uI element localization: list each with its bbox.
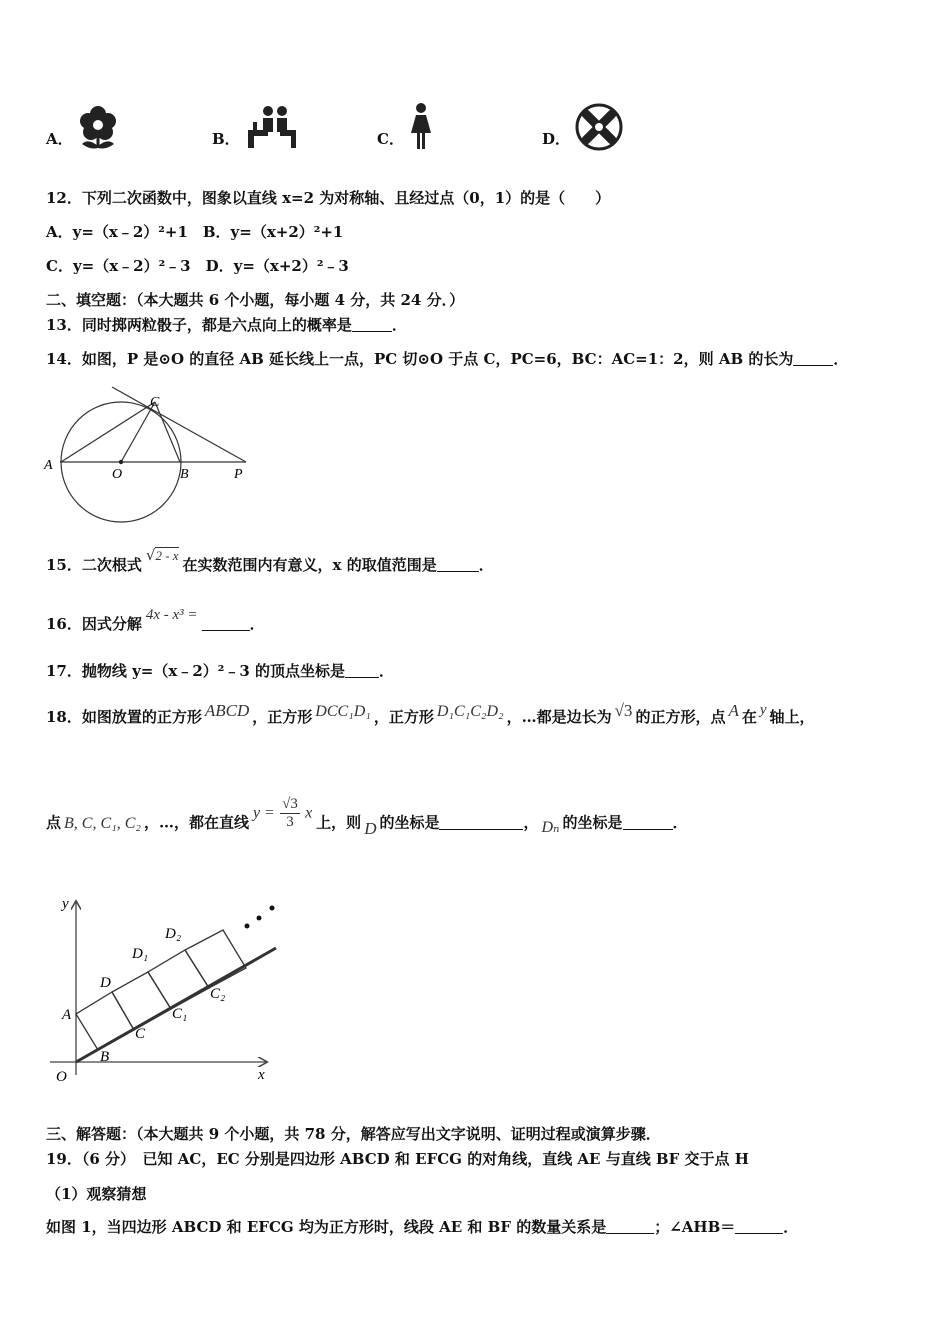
question-13 [46, 314, 407, 335]
question-15-pre: 15．二次根式 [46, 556, 142, 574]
label-b: B [100, 1049, 110, 1065]
text: 的正方形，点 [635, 708, 726, 726]
square-dcc1d1 [112, 972, 171, 1030]
text: 如图 1，当四边形 ABCD 和 EFCG 均为正方形时，线段 AE 和 BF 的数量关系是 [46, 1218, 607, 1236]
question-15 [46, 546, 494, 575]
label-d1: D₁ [132, 946, 149, 962]
option-label: B． [212, 130, 240, 148]
fraction [280, 796, 300, 831]
text: ，正方形 [252, 708, 313, 726]
text: ，…都是边长为 [506, 708, 612, 726]
point-dn: Dₙ [541, 818, 560, 836]
label-c2: C₂ [210, 986, 226, 1002]
option-b [212, 128, 240, 149]
label-p: P [234, 467, 243, 482]
text: 轴上， [769, 708, 815, 726]
period: ． [391, 316, 407, 334]
answer-blank[interactable] [437, 557, 479, 572]
figure-18-squares-on-line [44, 890, 284, 1090]
text: 上，则 [316, 813, 362, 832]
text: 18．如图放置的正方形 [46, 708, 202, 726]
text: ，正方形 [373, 708, 434, 726]
axis-y: y [759, 702, 767, 718]
denominator: 3 [286, 814, 294, 830]
text: 在 [741, 708, 757, 726]
question-16 [46, 607, 265, 634]
question-12-stem: 12．下列二次函数中，图象以直线 x=2 为对称轴、且经过点（0，1）的是（ ） [46, 189, 611, 207]
answer-blank[interactable] [202, 616, 250, 631]
period: ． [833, 350, 849, 368]
question-14-text: 14．如图，P 是⊙O 的直径 AB 延长线上一点，PC 切⊙O 于点 C，PC=6，BC：AC=1：2，则 AB 的长为 [46, 350, 794, 368]
eq-y: y = [252, 804, 275, 822]
dot [245, 924, 250, 929]
question-19-figure-1 [46, 1216, 798, 1237]
question-12-options-cd: C．y=（x﹣2）²﹣3 D．y=（x+2）²﹣3 [46, 257, 349, 275]
answer-blank-d[interactable] [439, 815, 523, 830]
text: 的坐标是 [379, 813, 440, 832]
label-d: D [100, 975, 111, 991]
text: ；∠AHB＝ [654, 1218, 736, 1236]
section-2-heading: 二、填空题：（本大题共 6 个小题，每小题 4 分，共 24 分．） [46, 291, 465, 309]
question-12-options-ab: A．y=（x﹣2）²+1 B．y=（x+2）²+1 [46, 223, 344, 241]
question-18-line-1 [46, 701, 815, 727]
period: ． [249, 615, 265, 633]
chord-cb [155, 402, 180, 462]
question-17-text: 17．抛物线 y=（x﹣2）²﹣3 的顶点坐标是 [46, 662, 345, 680]
square-abcd [76, 992, 134, 1050]
question-14 [46, 348, 848, 369]
answer-blank-relation[interactable] [606, 1219, 654, 1234]
section-3-heading: 三、解答题：（本大题共 9 个小题，共 78 分，解答应写出文字说明、证明过程或演算步骤． [46, 1125, 661, 1143]
numerator: √3 [282, 796, 298, 812]
point-a: A [728, 701, 739, 720]
question-13-text: 13．同时掷两粒骰子，都是六点向上的概率是 [46, 316, 352, 334]
option-c [377, 128, 404, 149]
eq-x: x [305, 804, 313, 822]
period: ． [783, 1218, 799, 1236]
label-o: O [56, 1069, 67, 1085]
circle-x-icon [574, 102, 624, 152]
answer-blank-dn[interactable] [623, 815, 673, 830]
woman-icon [408, 102, 434, 152]
text: 点 [46, 813, 62, 832]
label-y: y [62, 896, 69, 912]
line-equation [253, 796, 312, 831]
square-d1c1c2d2 [148, 950, 209, 1009]
question-16-pre: 16．因式分解 [46, 615, 142, 633]
flower-icon [76, 104, 120, 152]
option-label: A． [46, 130, 73, 148]
label-x: x [258, 1067, 265, 1083]
tangent-pc [112, 387, 246, 462]
question-18-line-2 [46, 796, 688, 841]
option-a [46, 128, 73, 149]
square-dcc1d1: DCC₁D₁ [315, 703, 371, 720]
text: 的坐标是 [562, 813, 623, 832]
radicand: 2 - x [155, 548, 179, 563]
square-abcd: ABCD [204, 701, 250, 720]
question-17 [46, 660, 394, 681]
label-b: B [180, 467, 189, 482]
question-15-post: 在实数范围内有意义，x 的取值范围是 [182, 556, 437, 574]
answer-blank[interactable] [345, 663, 379, 678]
points-list: B, C, C₁, C₂ [64, 814, 141, 832]
two-people-seated-icon [244, 104, 300, 150]
option-label: C． [377, 130, 404, 148]
square-next [185, 930, 246, 988]
dot [270, 906, 275, 911]
chord-ac [61, 402, 155, 462]
point-d: D [364, 818, 377, 838]
answer-blank[interactable] [793, 351, 833, 366]
text: ， [523, 813, 539, 832]
side-length: √3 [614, 701, 633, 720]
question-19-stem: 19．（6 分） 已知 AC，EC 分别是四边形 ABCD 和 EFCG 的对角线，直线 AE 与直线 BF 交于点 H [46, 1150, 749, 1168]
option-d [542, 128, 570, 149]
label-o: O [112, 467, 123, 482]
label-c: C [135, 1026, 146, 1042]
factor-expression: 4x - x³ = [145, 607, 198, 623]
answer-blank-angle[interactable] [735, 1219, 783, 1234]
period: ． [379, 662, 395, 680]
sqrt-expression [146, 546, 179, 564]
sqrt-symbol: √ [145, 546, 156, 564]
option-label: D． [542, 130, 571, 148]
label-a: A [62, 1007, 72, 1023]
answer-blank[interactable] [352, 317, 392, 332]
question-19-part-1: （1）观察猜想 [46, 1185, 147, 1203]
label-a: A [44, 458, 53, 473]
dot [257, 916, 262, 921]
figure-14-circle-tangent [40, 380, 260, 530]
radius-oc [121, 402, 155, 462]
square-d1c1c2d2: D₁C₁C₂D₂ [436, 703, 504, 720]
label-c: C [150, 395, 160, 410]
text: ，…，都在直线 [143, 813, 249, 832]
center-point [119, 460, 123, 464]
label-c1: C₁ [172, 1006, 188, 1022]
label-d2: D₂ [165, 926, 182, 942]
period: ． [672, 813, 688, 832]
period: ． [478, 556, 494, 574]
